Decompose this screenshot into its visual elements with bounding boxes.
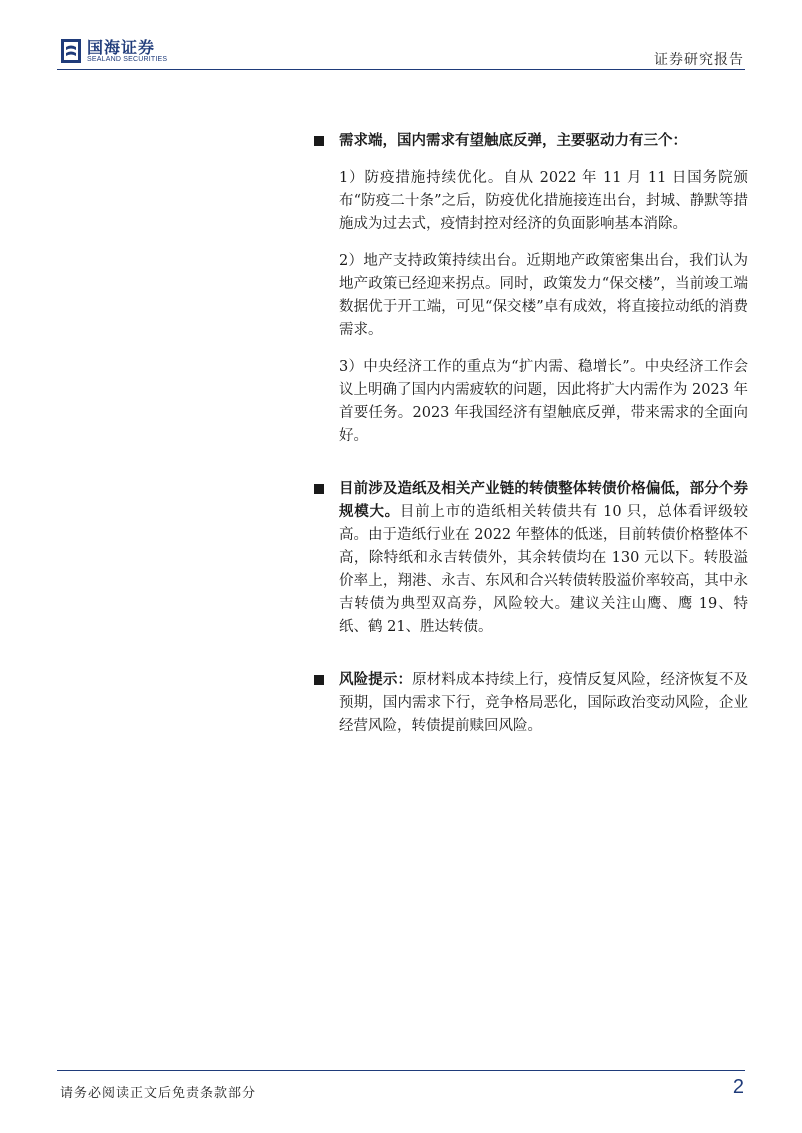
logo-en-text: SEALAND SECURITIES <box>87 55 168 63</box>
disclaimer-note: 请务必阅读正文后免责条款部分 <box>60 1086 257 1101</box>
report-type-label: 证券研究报告 <box>654 52 744 68</box>
page-number: 2 <box>732 1076 744 1098</box>
logo-cn-text: 国海证券 <box>87 37 156 57</box>
paragraph: 2）地产支持政策持续出台。近期地产政策密集出台，我们认为地产政策已经迎来拐点。同时，政策发力“保交楼”，当前竣工端数据优于开工端，可见“保交楼”卓有成效，将直接拉动纸的消费需求。 <box>339 253 748 338</box>
header-divider <box>57 69 745 70</box>
paragraph: 1）防疫措施持续优化。自从 2022 年 11 月 11 日国务院颁布“防疫二十条”之后，防疫优化措施接连出台，封城、静默等措施成为过去式，疫情封控对经济的负面影响基本消除。 <box>339 170 748 232</box>
bullet-square-icon <box>314 484 324 494</box>
paragraph: 3）中央经济工作的重点为“扩内需、稳增长”。中央经济工作会议上明确了国内内需疲软的问题，因此将扩大内需作为 2023 年首要任务。2023 年我国经济有望触底反弹，带来需求的全面向好。 <box>339 359 748 444</box>
company-logo <box>60 38 167 64</box>
sealand-logo-icon <box>60 38 82 64</box>
section-demand <box>303 130 748 448</box>
bullet-square-icon <box>314 675 324 685</box>
bullet-square-icon <box>314 136 324 146</box>
section-body: 原材料成本持续上行，疫情反复风险，经济恢复不及预期，国内需求下行，竞争格局恶化，国际政治变动风险，企业经营风险，转债提前赎回风险。 <box>339 672 749 734</box>
main-content <box>303 130 748 738</box>
section-title: 目前涉及造纸及相关产业链的转债整体转债价格偏低，部分个券规模大。 <box>339 481 748 520</box>
section-title: 风险提示： <box>339 672 413 688</box>
section-body: 目前上市的造纸相关转债共有 10 只，总体看评级较高。由于造纸行业在 2022 年整体的低迷，目前转债价格整体不高，除特纸和永吉转债外，其余转债均在 130 元以下。转股溢价率上，翔港、永吉、东风和合兴转债转股溢价率较高，其中永吉转债为典型双高券，风险较大。建议关注山鹰、鹰 19、特纸、鹤 21、胜达转债。 <box>339 504 749 635</box>
footer-divider <box>57 1070 745 1071</box>
section-convertible-bonds <box>303 478 748 639</box>
section-risk <box>303 669 748 738</box>
section-title: 需求端，国内需求有望触底反弹，主要驱动力有三个： <box>339 133 687 149</box>
